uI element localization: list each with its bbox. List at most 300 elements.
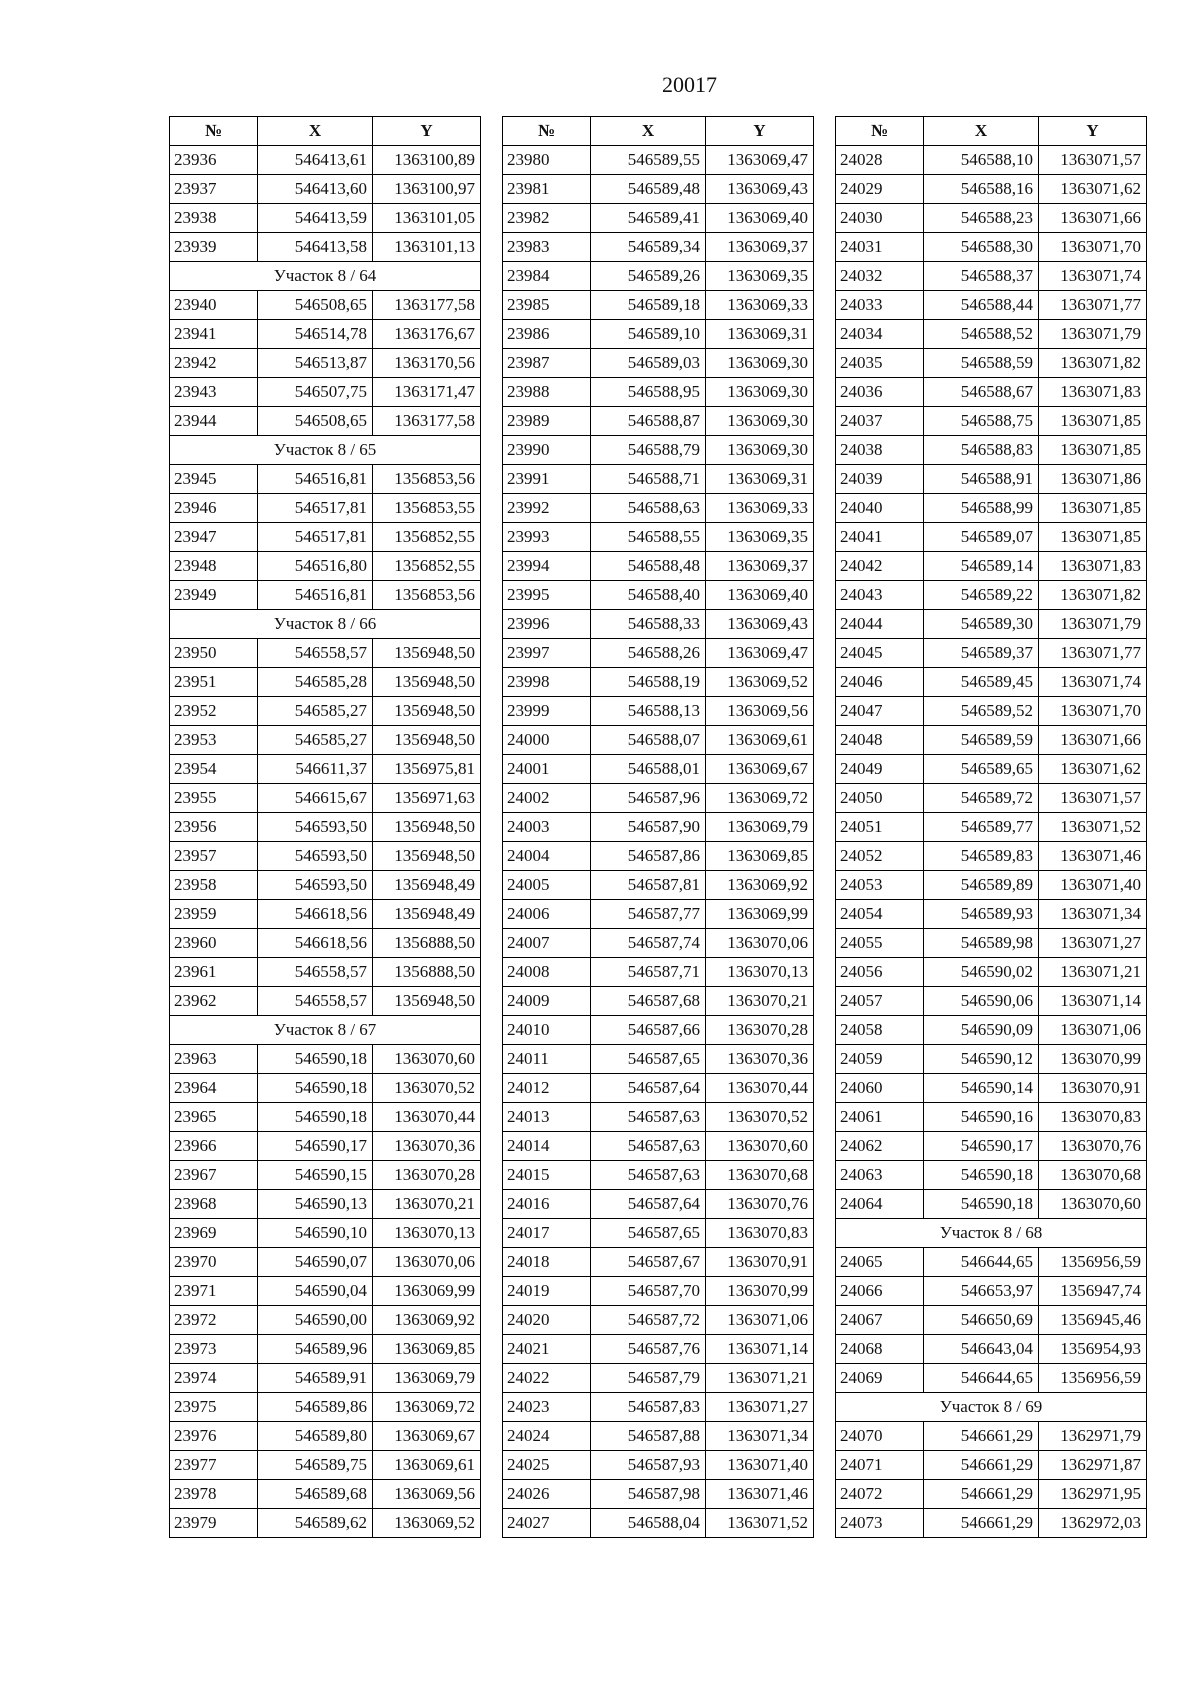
y-coordinate: 1363069,79 (706, 813, 814, 842)
x-coordinate: 546589,72 (924, 784, 1039, 813)
table-row (836, 291, 1147, 320)
point-number: 23987 (503, 349, 591, 378)
x-coordinate: 546618,56 (258, 900, 373, 929)
point-number: 23996 (503, 610, 591, 639)
point-number: 23985 (503, 291, 591, 320)
table-row (836, 552, 1147, 581)
table-row (503, 1161, 814, 1190)
table-row (503, 407, 814, 436)
x-coordinate: 546590,09 (924, 1016, 1039, 1045)
x-coordinate: 546588,30 (924, 233, 1039, 262)
x-coordinate: 546590,17 (258, 1132, 373, 1161)
point-number: 23995 (503, 581, 591, 610)
y-coordinate: 1363069,47 (706, 146, 814, 175)
x-coordinate: 546587,88 (591, 1422, 706, 1451)
point-number: 24036 (836, 378, 924, 407)
y-coordinate: 1363070,13 (706, 958, 814, 987)
x-coordinate: 546589,52 (924, 697, 1039, 726)
y-coordinate: 1363100,97 (373, 175, 481, 204)
point-number: 24012 (503, 1074, 591, 1103)
y-coordinate: 1363069,99 (706, 900, 814, 929)
y-coordinate: 1363070,36 (373, 1132, 481, 1161)
x-coordinate: 546587,72 (591, 1306, 706, 1335)
section-row (836, 1219, 1147, 1248)
y-coordinate: 1363069,30 (706, 436, 814, 465)
y-coordinate: 1363069,37 (706, 552, 814, 581)
point-number: 23947 (170, 523, 258, 552)
x-coordinate: 546517,81 (258, 523, 373, 552)
table-row (836, 233, 1147, 262)
table-row (836, 813, 1147, 842)
y-coordinate: 1363069,40 (706, 581, 814, 610)
table-row (836, 1451, 1147, 1480)
table-row (836, 987, 1147, 1016)
table-row (170, 1074, 481, 1103)
y-coordinate: 1363071,79 (1039, 610, 1147, 639)
header-y: Y (1039, 117, 1147, 146)
table-row (836, 697, 1147, 726)
y-coordinate: 1363070,99 (1039, 1045, 1147, 1074)
coordinates-table (502, 116, 814, 1538)
point-number: 24065 (836, 1248, 924, 1277)
table-row (503, 523, 814, 552)
x-coordinate: 546589,86 (258, 1393, 373, 1422)
y-coordinate: 1356853,56 (373, 465, 481, 494)
y-coordinate: 1356948,50 (373, 639, 481, 668)
table-row (836, 639, 1147, 668)
x-coordinate: 546589,07 (924, 523, 1039, 552)
point-number: 23942 (170, 349, 258, 378)
y-coordinate: 1363071,14 (706, 1335, 814, 1364)
y-coordinate: 1363069,52 (373, 1509, 481, 1538)
table-row (503, 1045, 814, 1074)
point-number: 24064 (836, 1190, 924, 1219)
point-number: 24043 (836, 581, 924, 610)
table-row (503, 204, 814, 233)
y-coordinate: 1363071,70 (1039, 697, 1147, 726)
x-coordinate: 546589,59 (924, 726, 1039, 755)
y-coordinate: 1363070,60 (706, 1132, 814, 1161)
table-row (836, 1132, 1147, 1161)
y-coordinate: 1363070,83 (1039, 1103, 1147, 1132)
point-number: 24034 (836, 320, 924, 349)
x-coordinate: 546508,65 (258, 291, 373, 320)
y-coordinate: 1363071,27 (1039, 929, 1147, 958)
point-number: 23969 (170, 1219, 258, 1248)
point-number: 24021 (503, 1335, 591, 1364)
x-coordinate: 546643,04 (924, 1335, 1039, 1364)
table-row (170, 1248, 481, 1277)
x-coordinate: 546558,57 (258, 639, 373, 668)
table-row (503, 1422, 814, 1451)
y-coordinate: 1356948,50 (373, 813, 481, 842)
table-header-row (170, 117, 481, 146)
y-coordinate: 1356888,50 (373, 958, 481, 987)
point-number: 24050 (836, 784, 924, 813)
point-number: 23946 (170, 494, 258, 523)
y-coordinate: 1363069,33 (706, 494, 814, 523)
x-coordinate: 546516,81 (258, 465, 373, 494)
x-coordinate: 546587,79 (591, 1364, 706, 1393)
x-coordinate: 546589,89 (924, 871, 1039, 900)
header-number: № (503, 117, 591, 146)
x-coordinate: 546589,75 (258, 1451, 373, 1480)
x-coordinate: 546588,52 (924, 320, 1039, 349)
point-number: 24031 (836, 233, 924, 262)
y-coordinate: 1363071,85 (1039, 407, 1147, 436)
point-number: 23993 (503, 523, 591, 552)
y-coordinate: 1363176,67 (373, 320, 481, 349)
table-row (503, 1277, 814, 1306)
point-number: 23948 (170, 552, 258, 581)
point-number: 23994 (503, 552, 591, 581)
y-coordinate: 1363177,58 (373, 407, 481, 436)
header-number: № (836, 117, 924, 146)
y-coordinate: 1363071,82 (1039, 349, 1147, 378)
x-coordinate: 546413,58 (258, 233, 373, 262)
table-row (503, 784, 814, 813)
table-row (836, 204, 1147, 233)
x-coordinate: 546590,18 (258, 1045, 373, 1074)
coordinates-table-column-2 (502, 116, 814, 1538)
y-coordinate: 1363071,74 (1039, 262, 1147, 291)
x-coordinate: 546588,10 (924, 146, 1039, 175)
point-number: 24020 (503, 1306, 591, 1335)
y-coordinate: 1363069,30 (706, 349, 814, 378)
x-coordinate: 546587,98 (591, 1480, 706, 1509)
table-row (170, 929, 481, 958)
point-number: 24072 (836, 1480, 924, 1509)
table-row (170, 697, 481, 726)
table-row (836, 668, 1147, 697)
point-number: 24042 (836, 552, 924, 581)
table-row (170, 1480, 481, 1509)
x-coordinate: 546589,68 (258, 1480, 373, 1509)
x-coordinate: 546517,81 (258, 494, 373, 523)
point-number: 24073 (836, 1509, 924, 1538)
point-number: 24003 (503, 813, 591, 842)
point-number: 24027 (503, 1509, 591, 1538)
point-number: 24063 (836, 1161, 924, 1190)
table-row (170, 1306, 481, 1335)
table-row (503, 320, 814, 349)
x-coordinate: 546661,29 (924, 1509, 1039, 1538)
table-row (170, 1364, 481, 1393)
table-row (503, 1103, 814, 1132)
y-coordinate: 1363069,67 (706, 755, 814, 784)
x-coordinate: 546513,87 (258, 349, 373, 378)
y-coordinate: 1356948,49 (373, 871, 481, 900)
y-coordinate: 1363070,91 (706, 1248, 814, 1277)
table-row (836, 755, 1147, 784)
y-coordinate: 1363069,61 (706, 726, 814, 755)
table-row (836, 494, 1147, 523)
point-number: 24032 (836, 262, 924, 291)
section-row (170, 262, 481, 291)
point-number: 24057 (836, 987, 924, 1016)
table-row (503, 233, 814, 262)
table-row (170, 1161, 481, 1190)
point-number: 23992 (503, 494, 591, 523)
table-row (503, 581, 814, 610)
point-number: 23963 (170, 1045, 258, 1074)
y-coordinate: 1363069,47 (706, 639, 814, 668)
table-row (836, 871, 1147, 900)
point-number: 24029 (836, 175, 924, 204)
table-row (836, 1016, 1147, 1045)
table-row (170, 494, 481, 523)
x-coordinate: 546413,61 (258, 146, 373, 175)
x-coordinate: 546589,96 (258, 1335, 373, 1364)
table-row (170, 1422, 481, 1451)
x-coordinate: 546588,04 (591, 1509, 706, 1538)
y-coordinate: 1363069,85 (706, 842, 814, 871)
table-row (503, 175, 814, 204)
x-coordinate: 546644,65 (924, 1248, 1039, 1277)
y-coordinate: 1363069,92 (706, 871, 814, 900)
table-row (170, 1393, 481, 1422)
point-number: 24009 (503, 987, 591, 1016)
table-row (503, 1306, 814, 1335)
x-coordinate: 546588,87 (591, 407, 706, 436)
point-number: 24017 (503, 1219, 591, 1248)
y-coordinate: 1363071,52 (706, 1509, 814, 1538)
point-number: 23957 (170, 842, 258, 871)
y-coordinate: 1363069,40 (706, 204, 814, 233)
point-number: 23950 (170, 639, 258, 668)
section-title: Участок 8 / 68 (836, 1219, 1147, 1248)
point-number: 24013 (503, 1103, 591, 1132)
point-number: 24033 (836, 291, 924, 320)
point-number: 23961 (170, 958, 258, 987)
y-coordinate: 1363071,74 (1039, 668, 1147, 697)
table-row (836, 1364, 1147, 1393)
point-number: 23954 (170, 755, 258, 784)
point-number: 24046 (836, 668, 924, 697)
table-row (503, 1219, 814, 1248)
y-coordinate: 1362972,03 (1039, 1509, 1147, 1538)
table-row (170, 523, 481, 552)
page-number: 20017 (662, 72, 717, 97)
x-coordinate: 546593,50 (258, 813, 373, 842)
point-number: 24066 (836, 1277, 924, 1306)
table-row (836, 610, 1147, 639)
point-number: 24070 (836, 1422, 924, 1451)
point-number: 24049 (836, 755, 924, 784)
table-row (503, 1335, 814, 1364)
y-coordinate: 1363069,30 (706, 407, 814, 436)
point-number: 23951 (170, 668, 258, 697)
y-coordinate: 1363069,35 (706, 262, 814, 291)
y-coordinate: 1363071,34 (1039, 900, 1147, 929)
x-coordinate: 546589,34 (591, 233, 706, 262)
point-number: 24053 (836, 871, 924, 900)
x-coordinate: 546590,18 (258, 1074, 373, 1103)
point-number: 23945 (170, 465, 258, 494)
y-coordinate: 1363070,52 (706, 1103, 814, 1132)
y-coordinate: 1356853,55 (373, 494, 481, 523)
x-coordinate: 546588,75 (924, 407, 1039, 436)
y-coordinate: 1363070,44 (706, 1074, 814, 1103)
y-coordinate: 1363069,30 (706, 378, 814, 407)
point-number: 23999 (503, 697, 591, 726)
y-coordinate: 1362971,87 (1039, 1451, 1147, 1480)
y-coordinate: 1356852,55 (373, 552, 481, 581)
y-coordinate: 1356948,50 (373, 842, 481, 871)
point-number: 23983 (503, 233, 591, 262)
x-coordinate: 546588,23 (924, 204, 1039, 233)
table-row (503, 813, 814, 842)
y-coordinate: 1363071,14 (1039, 987, 1147, 1016)
x-coordinate: 546589,41 (591, 204, 706, 233)
table-row (170, 552, 481, 581)
table-row (503, 465, 814, 494)
x-coordinate: 546588,48 (591, 552, 706, 581)
y-coordinate: 1363070,21 (706, 987, 814, 1016)
y-coordinate: 1356945,46 (1039, 1306, 1147, 1335)
x-coordinate: 546615,67 (258, 784, 373, 813)
point-number: 23966 (170, 1132, 258, 1161)
point-number: 23989 (503, 407, 591, 436)
table-row (170, 465, 481, 494)
point-number: 23936 (170, 146, 258, 175)
point-number: 24015 (503, 1161, 591, 1190)
x-coordinate: 546618,56 (258, 929, 373, 958)
x-coordinate: 546587,77 (591, 900, 706, 929)
table-row (503, 436, 814, 465)
table-row (170, 1335, 481, 1364)
point-number: 24069 (836, 1364, 924, 1393)
point-number: 23949 (170, 581, 258, 610)
y-coordinate: 1363071,62 (1039, 755, 1147, 784)
table-row (503, 1509, 814, 1538)
point-number: 23940 (170, 291, 258, 320)
y-coordinate: 1363069,43 (706, 610, 814, 639)
x-coordinate: 546588,99 (924, 494, 1039, 523)
y-coordinate: 1363069,31 (706, 320, 814, 349)
point-number: 24010 (503, 1016, 591, 1045)
x-coordinate: 546589,03 (591, 349, 706, 378)
point-number: 23968 (170, 1190, 258, 1219)
point-number: 23977 (170, 1451, 258, 1480)
x-coordinate: 546587,71 (591, 958, 706, 987)
point-number: 23978 (170, 1480, 258, 1509)
table-row (170, 146, 481, 175)
x-coordinate: 546585,27 (258, 726, 373, 755)
x-coordinate: 546587,68 (591, 987, 706, 1016)
table-row (170, 871, 481, 900)
point-number: 24047 (836, 697, 924, 726)
x-coordinate: 546589,48 (591, 175, 706, 204)
table-row (503, 726, 814, 755)
point-number: 23937 (170, 175, 258, 204)
y-coordinate: 1363071,85 (1039, 523, 1147, 552)
y-coordinate: 1363070,76 (706, 1190, 814, 1219)
x-coordinate: 546589,18 (591, 291, 706, 320)
header-x: X (924, 117, 1039, 146)
y-coordinate: 1363071,46 (706, 1480, 814, 1509)
table-row (836, 900, 1147, 929)
table-row (503, 494, 814, 523)
x-coordinate: 546585,28 (258, 668, 373, 697)
table-row (170, 320, 481, 349)
x-coordinate: 546587,93 (591, 1451, 706, 1480)
x-coordinate: 546589,80 (258, 1422, 373, 1451)
x-coordinate: 546590,12 (924, 1045, 1039, 1074)
x-coordinate: 546588,16 (924, 175, 1039, 204)
table-row (503, 842, 814, 871)
x-coordinate: 546516,80 (258, 552, 373, 581)
x-coordinate: 546587,66 (591, 1016, 706, 1045)
table-row (170, 726, 481, 755)
point-number: 24048 (836, 726, 924, 755)
point-number: 24058 (836, 1016, 924, 1045)
y-coordinate: 1363071,86 (1039, 465, 1147, 494)
point-number: 23965 (170, 1103, 258, 1132)
x-coordinate: 546590,07 (258, 1248, 373, 1277)
point-number: 23953 (170, 726, 258, 755)
y-coordinate: 1356948,50 (373, 668, 481, 697)
x-coordinate: 546590,06 (924, 987, 1039, 1016)
table-row (503, 900, 814, 929)
y-coordinate: 1363069,99 (373, 1277, 481, 1306)
point-number: 23960 (170, 929, 258, 958)
y-coordinate: 1363170,56 (373, 349, 481, 378)
point-number: 24067 (836, 1306, 924, 1335)
x-coordinate: 546588,13 (591, 697, 706, 726)
table-row (503, 958, 814, 987)
x-coordinate: 546587,64 (591, 1190, 706, 1219)
table-row (170, 378, 481, 407)
table-row (503, 262, 814, 291)
y-coordinate: 1363070,83 (706, 1219, 814, 1248)
point-number: 24038 (836, 436, 924, 465)
x-coordinate: 546590,10 (258, 1219, 373, 1248)
x-coordinate: 546590,15 (258, 1161, 373, 1190)
table-row (503, 1451, 814, 1480)
point-number: 23938 (170, 204, 258, 233)
y-coordinate: 1363070,36 (706, 1045, 814, 1074)
x-coordinate: 546661,29 (924, 1422, 1039, 1451)
point-number: 24022 (503, 1364, 591, 1393)
point-number: 24028 (836, 146, 924, 175)
x-coordinate: 546589,65 (924, 755, 1039, 784)
x-coordinate: 546590,18 (924, 1161, 1039, 1190)
table-row (170, 900, 481, 929)
section-row (170, 610, 481, 639)
x-coordinate: 546587,81 (591, 871, 706, 900)
point-number: 23952 (170, 697, 258, 726)
table-row (503, 1480, 814, 1509)
table-row (170, 813, 481, 842)
y-coordinate: 1363069,85 (373, 1335, 481, 1364)
x-coordinate: 546589,83 (924, 842, 1039, 871)
y-coordinate: 1363070,28 (373, 1161, 481, 1190)
point-number: 23980 (503, 146, 591, 175)
point-number: 23979 (170, 1509, 258, 1538)
x-coordinate: 546585,27 (258, 697, 373, 726)
y-coordinate: 1363071,21 (706, 1364, 814, 1393)
table-row (170, 1045, 481, 1074)
point-number: 24014 (503, 1132, 591, 1161)
table-row (170, 1509, 481, 1538)
x-coordinate: 546590,00 (258, 1306, 373, 1335)
table-header-row (503, 117, 814, 146)
table-row (503, 639, 814, 668)
x-coordinate: 546588,19 (591, 668, 706, 697)
x-coordinate: 546587,65 (591, 1045, 706, 1074)
table-row (836, 842, 1147, 871)
